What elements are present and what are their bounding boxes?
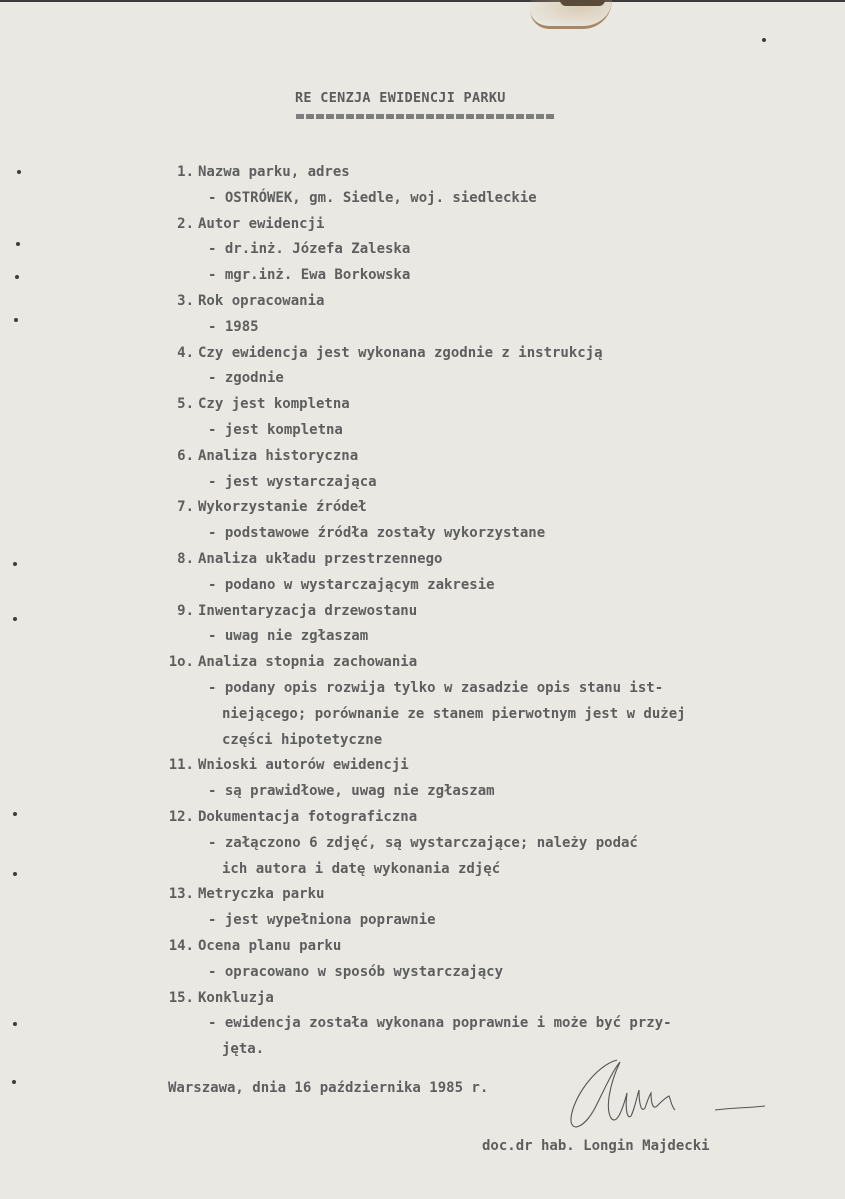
review-item-answer bbox=[176, 728, 816, 754]
answer-text: - opracowano w sposób wystarczający bbox=[208, 963, 504, 980]
item-heading-text: Dokumentacja fotograficzna bbox=[198, 808, 418, 825]
review-items bbox=[168, 160, 816, 1063]
item-number: 4. bbox=[177, 344, 194, 361]
review-item-answer bbox=[176, 1011, 816, 1037]
review-item-answer bbox=[176, 831, 816, 857]
item-number: 2. bbox=[177, 215, 194, 232]
item-heading-text: Rok opracowania bbox=[198, 292, 325, 309]
answer-text: - ewidencja została wykonana poprawnie i może być przy- bbox=[208, 1015, 672, 1032]
signer-name: doc.dr hab. Longin Majdecki bbox=[482, 1138, 710, 1154]
review-item-heading bbox=[176, 444, 816, 470]
punch-hole bbox=[15, 275, 19, 279]
review-item-heading bbox=[176, 160, 816, 186]
item-heading-text: Autor ewidencji bbox=[198, 215, 325, 232]
handwritten-signature bbox=[565, 1058, 775, 1137]
answer-text: części hipotetyczne bbox=[222, 731, 383, 748]
review-item-answer bbox=[176, 263, 816, 289]
item-number: 5. bbox=[177, 396, 194, 413]
review-item-answer bbox=[176, 418, 816, 444]
answer-text: - uwag nie zgłaszam bbox=[208, 628, 369, 645]
review-item-heading bbox=[176, 212, 816, 238]
punch-hole bbox=[13, 1022, 17, 1026]
answer-text: - mgr.inż. Ewa Borkowska bbox=[208, 267, 411, 284]
answer-text: - jest kompletna bbox=[208, 421, 343, 438]
punch-hole bbox=[13, 872, 17, 876]
review-item-answer bbox=[176, 702, 816, 728]
item-heading-text: Analiza stopnia zachowania bbox=[198, 654, 418, 671]
review-item-answer bbox=[176, 779, 816, 805]
answer-text: niejącego; porównanie ze stanem pierwotnym jest w dużej bbox=[222, 705, 686, 722]
answer-text: - podstawowe źródła zostały wykorzystane bbox=[208, 525, 546, 542]
punch-hole bbox=[13, 617, 17, 621]
review-item-answer bbox=[176, 624, 816, 650]
item-number: 13. bbox=[168, 886, 194, 903]
review-item-answer bbox=[176, 186, 816, 212]
item-number: 15. bbox=[168, 989, 194, 1006]
review-item-heading bbox=[176, 495, 816, 521]
review-item-heading bbox=[176, 289, 816, 315]
review-item-answer bbox=[176, 237, 816, 263]
answer-text: - zgodnie bbox=[208, 370, 284, 387]
answer-text: - jest wystarczająca bbox=[208, 473, 377, 490]
item-number: 14. bbox=[168, 937, 194, 954]
punch-hole bbox=[14, 318, 18, 322]
review-item-answer bbox=[176, 908, 816, 934]
item-number: 12. bbox=[168, 808, 194, 825]
punch-hole bbox=[17, 170, 21, 174]
place-and-date: Warszawa, dnia 16 października 1985 r. bbox=[168, 1080, 489, 1096]
answer-text: - jest wypełniona poprawnie bbox=[208, 912, 436, 929]
answer-text: - są prawidłowe, uwag nie zgłaszam bbox=[208, 783, 495, 800]
item-heading-text: Wnioski autorów ewidencji bbox=[198, 757, 409, 774]
punch-hole bbox=[13, 812, 17, 816]
item-heading-text: Konkluzja bbox=[198, 989, 274, 1006]
answer-text: - dr.inż. Józefa Zaleska bbox=[208, 241, 411, 258]
item-number: 1o. bbox=[168, 654, 194, 671]
answer-text: - 1985 bbox=[208, 318, 259, 335]
item-number: 3. bbox=[177, 292, 194, 309]
review-item-answer bbox=[176, 470, 816, 496]
answer-text: - podany opis rozwija tylko w zasadzie opis stanu ist- bbox=[208, 679, 664, 696]
punch-hole bbox=[13, 562, 17, 566]
item-number: 11. bbox=[168, 757, 194, 774]
item-heading-text: Analiza historyczna bbox=[198, 447, 359, 464]
document-title: RE CENZJA EWIDENCJI PARKU bbox=[295, 90, 506, 106]
item-number: 6. bbox=[177, 447, 194, 464]
review-item-heading bbox=[176, 599, 816, 625]
item-heading-text: Ocena planu parku bbox=[198, 937, 342, 954]
review-item-heading bbox=[168, 882, 816, 908]
review-item-heading bbox=[176, 341, 816, 367]
item-number: 9. bbox=[177, 602, 194, 619]
stain-edge bbox=[560, 0, 605, 6]
answer-text: jęta. bbox=[222, 1041, 265, 1058]
review-item-answer bbox=[176, 521, 816, 547]
review-item-heading bbox=[176, 547, 816, 573]
item-heading-text: Nazwa parku, adres bbox=[198, 164, 350, 180]
answer-text: - załączono 6 zdjęć, są wystarczające; należy podać bbox=[208, 834, 638, 851]
punch-hole bbox=[12, 1080, 16, 1084]
review-item-heading bbox=[168, 986, 816, 1012]
review-item-answer bbox=[176, 960, 816, 986]
answer-text: - podano w wystarczającym zakresie bbox=[208, 576, 495, 593]
review-item-heading bbox=[168, 753, 816, 779]
review-item-heading bbox=[168, 934, 816, 960]
punch-hole bbox=[762, 38, 766, 42]
title-underline bbox=[296, 114, 556, 119]
answer-text: - OSTRÓWEK, gm. Siedle, woj. siedleckie bbox=[208, 189, 537, 206]
item-heading-text: Analiza układu przestrzennego bbox=[198, 550, 443, 567]
review-item-answer bbox=[176, 857, 816, 883]
review-item-heading bbox=[176, 392, 816, 418]
item-number: 8. bbox=[177, 550, 194, 567]
item-heading-text: Metryczka parku bbox=[198, 886, 325, 903]
item-heading-text: Czy ewidencja jest wykonana zgodnie z instrukcją bbox=[198, 344, 603, 361]
item-number: 7. bbox=[177, 499, 194, 516]
review-item-heading bbox=[168, 805, 816, 831]
review-item-answer bbox=[176, 676, 816, 702]
item-number: 1. bbox=[177, 164, 194, 180]
punch-hole bbox=[16, 242, 20, 246]
review-item-answer bbox=[176, 573, 816, 599]
item-heading-text: Czy jest kompletna bbox=[198, 396, 350, 413]
review-item-heading bbox=[168, 650, 816, 676]
review-item-answer bbox=[176, 315, 816, 341]
item-heading-text: Wykorzystanie źródeł bbox=[198, 499, 367, 516]
review-item-answer bbox=[176, 366, 816, 392]
answer-text: ich autora i datę wykonania zdjęć bbox=[222, 860, 501, 877]
item-heading-text: Inwentaryzacja drzewostanu bbox=[198, 602, 418, 619]
page-top-edge bbox=[0, 0, 845, 2]
